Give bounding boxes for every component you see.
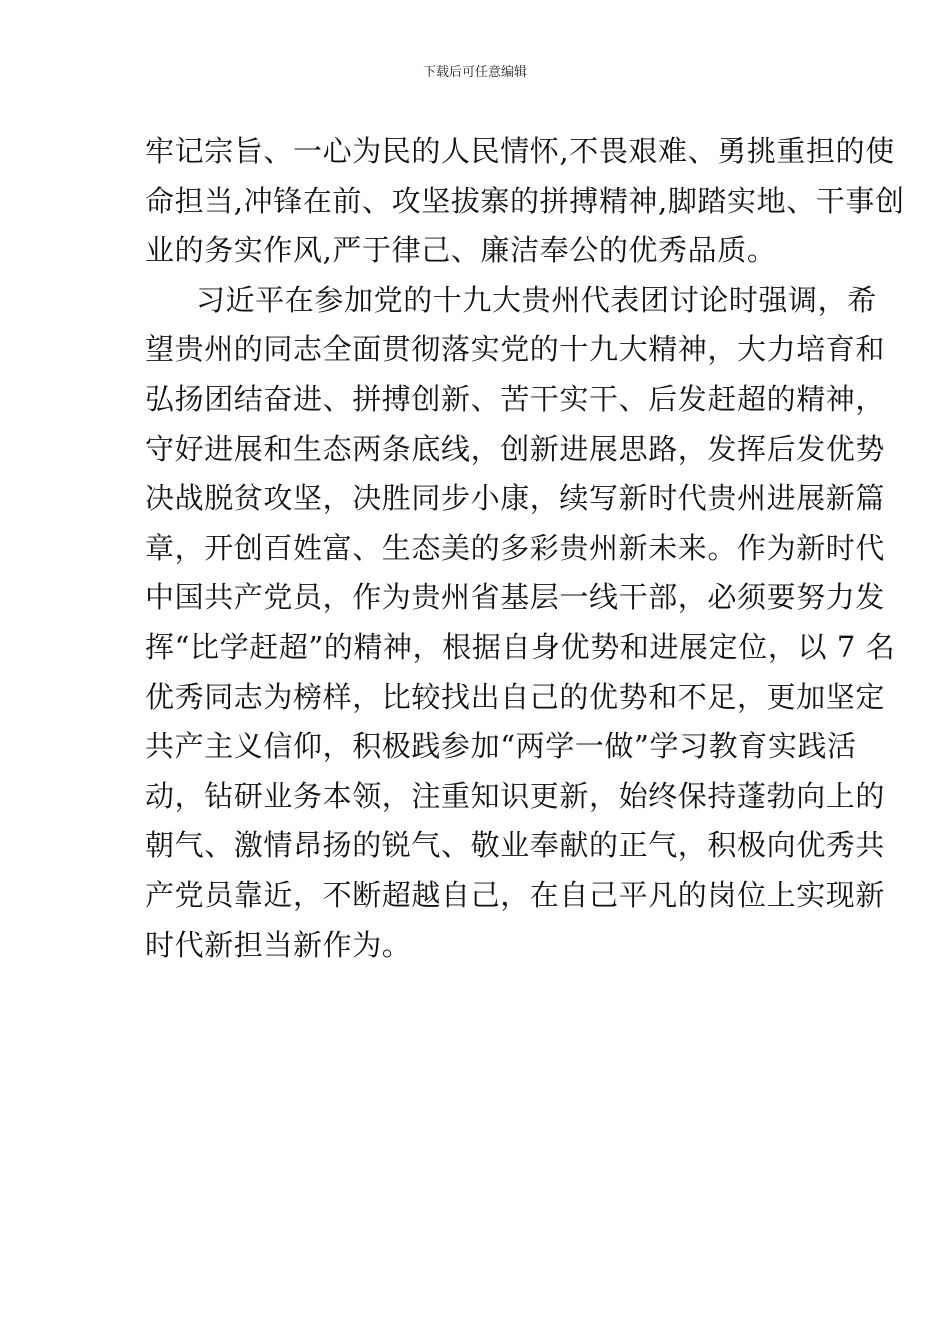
paragraph-1-line-1: 牢记宗旨、一心为民的人民情怀,不畏艰难、勇挑重担的使 — [145, 134, 895, 168]
paragraph-2-line-13: 产党员靠近，不断超越自己，在自己平凡的岗位上实现新 — [145, 878, 886, 912]
paragraph-2-line-12: 朝气、激情昂扬的锐气、敬业奉献的正气，积极向优秀共 — [145, 828, 886, 862]
paragraph-2-line-9: 优秀同志为榜样，比较找出自己的优势和不足，更加坚定 — [145, 680, 886, 714]
page-header: 下载后可任意编辑 — [422, 65, 527, 80]
paragraph-1-line-2: 命担当,冲锋在前、攻坚拔寨的拼搏精神,脚踏实地、干事创 — [145, 184, 905, 218]
paragraph-1-line-3: 业的务实作风,严于律己、廉洁奉公的优秀品质。 — [145, 233, 777, 267]
paragraph-2-line-10: 共产主义信仰，积极践参加“两学一做”学习教育实践活 — [145, 729, 857, 763]
paragraph-2-line-6: 章，开创百姓富、生态美的多彩贵州新未来。作为新时代 — [145, 531, 886, 565]
paragraph-2-line-8: 挥“比学赶超”的精神，根据自身优势和进展定位，以 7 名 — [145, 630, 896, 664]
paragraph-2-line-11: 动，钻研业务本领，注重知识更新，始终保持蓬勃向上的 — [145, 779, 886, 813]
paragraph-2-line-14: 时代新担当新作为。 — [145, 928, 412, 962]
paragraph-2-line-5: 决战脱贫攻坚，决胜同步小康，续写新时代贵州进展新篇 — [145, 481, 886, 515]
paragraph-2-line-2: 望贵州的同志全面贯彻落实党的十九大精神，大力培育和 — [145, 332, 886, 366]
paragraph-2-line-7: 中国共产党员，作为贵州省基层一线干部，必须要努力发 — [145, 580, 886, 614]
paragraph-2-line-4: 守好进展和生态两条底线，创新进展思路，发挥后发优势 — [145, 432, 886, 466]
paragraph-2-line-3: 弘扬团结奋进、拼搏创新、苦干实干、后发赶超的精神， — [145, 382, 886, 416]
paragraph-2-line-1: 习近平在参加党的十九大贵州代表团讨论时强调，希 — [196, 283, 877, 317]
